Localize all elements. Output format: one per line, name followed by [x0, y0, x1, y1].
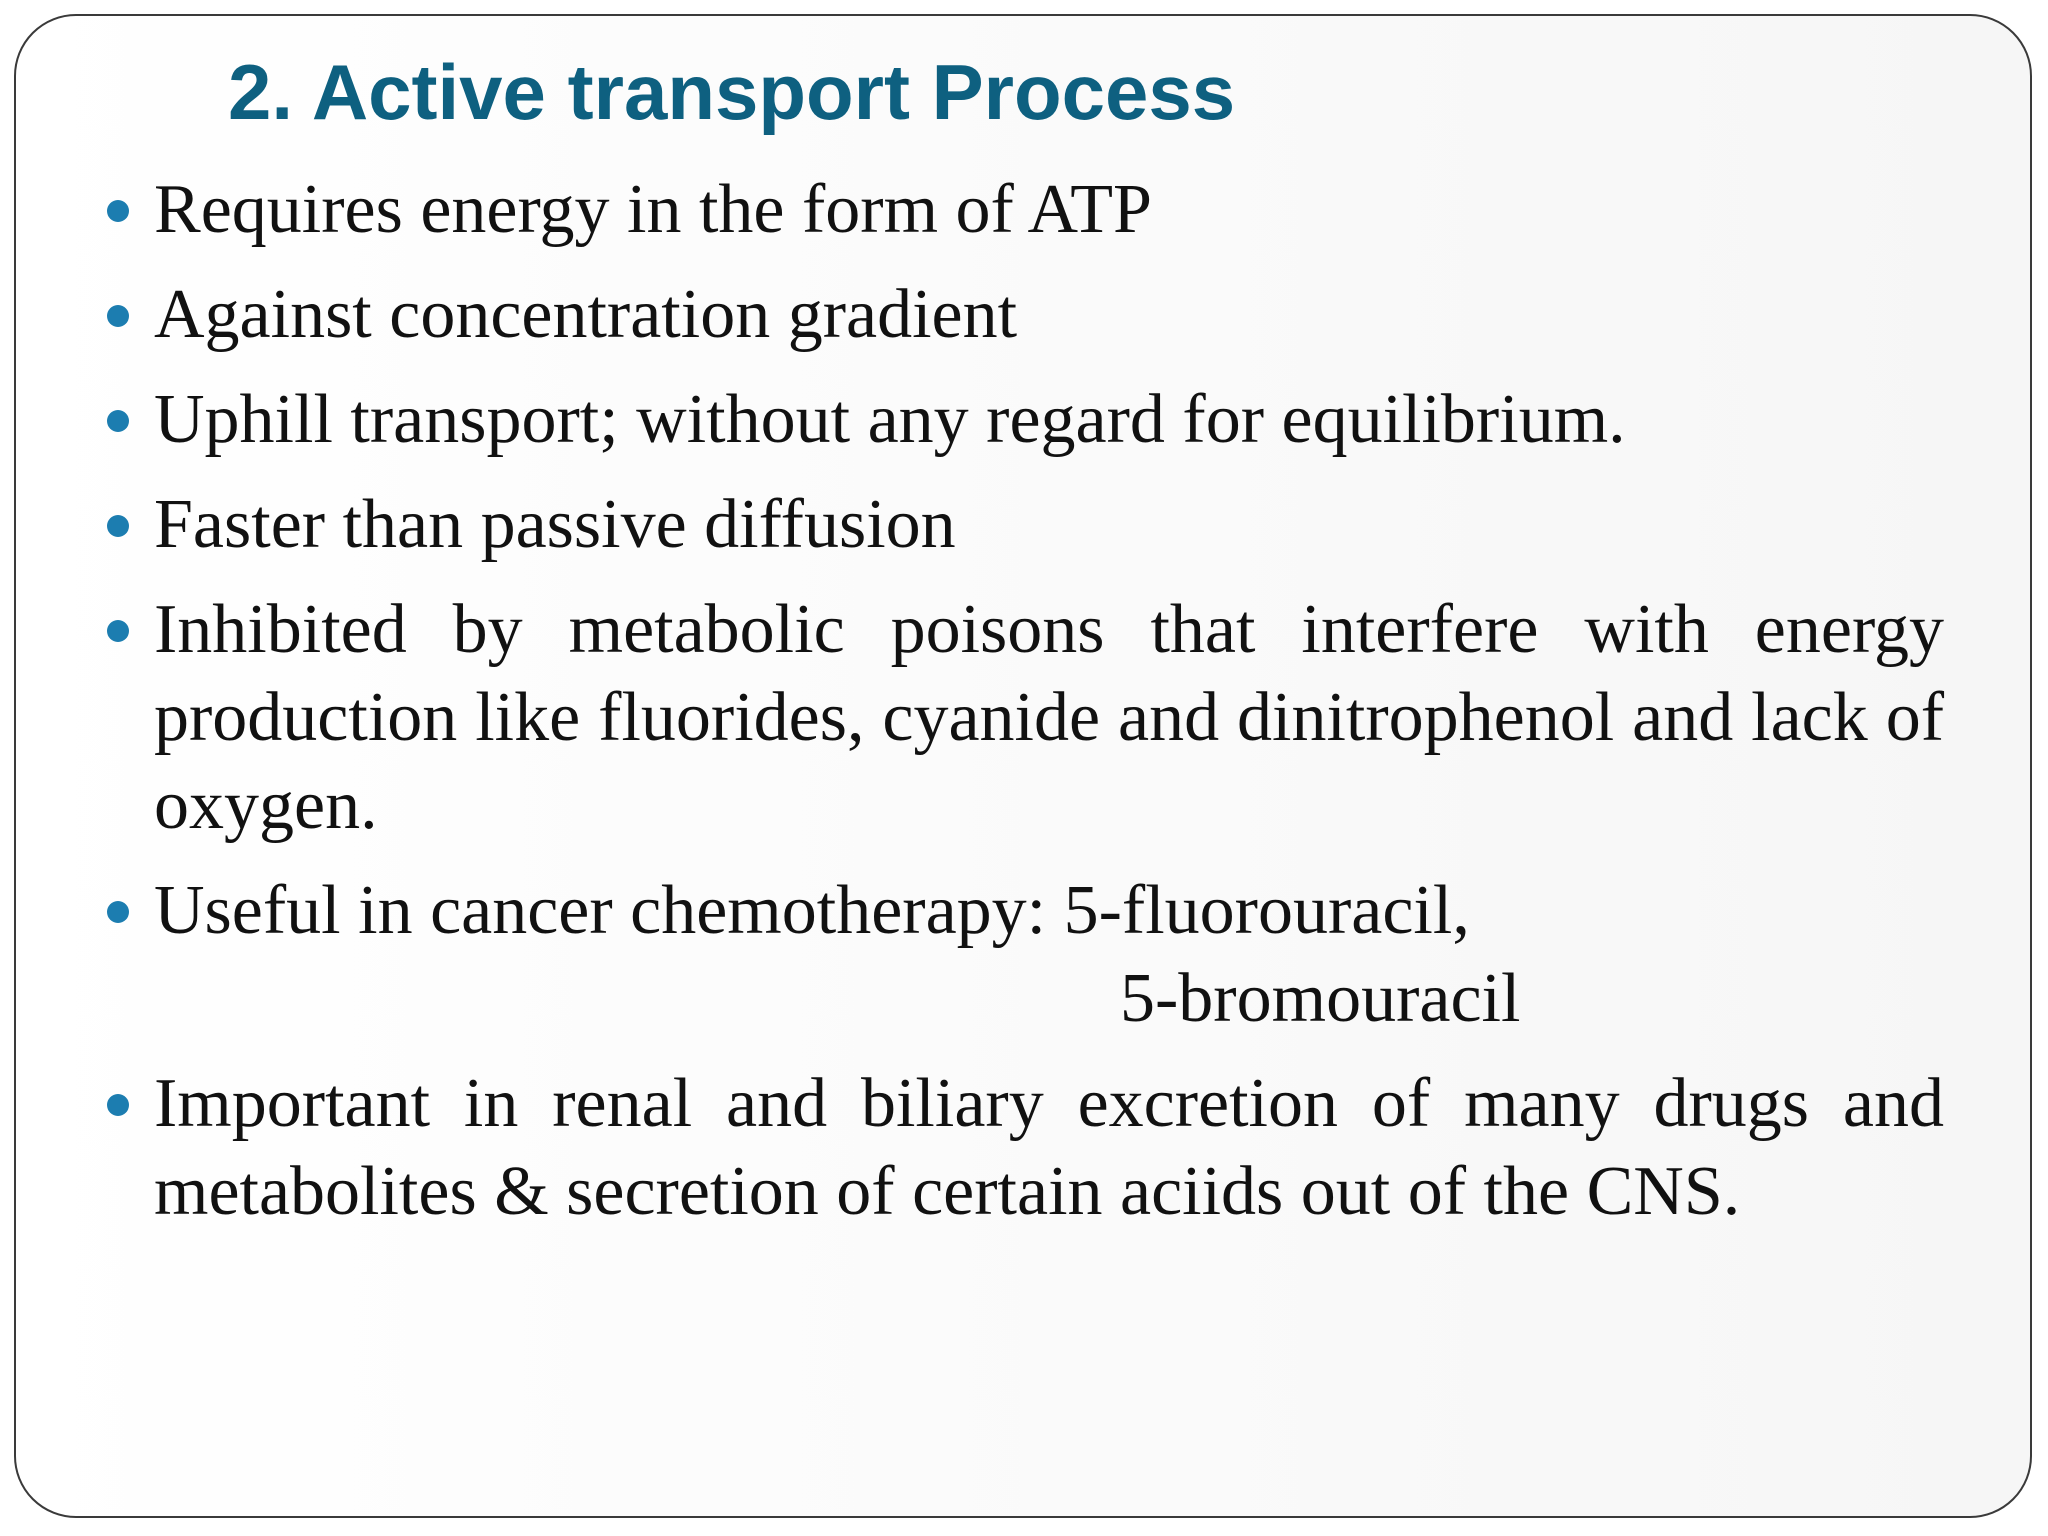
bullet-item	[154, 376, 1944, 464]
slide-title: 2. Active transport Process	[228, 48, 1236, 136]
bullet-item	[154, 166, 1944, 254]
bullet-dot-icon	[107, 200, 129, 222]
bullet-text: Uphill transport; without any regard for equilibrium.	[154, 381, 1626, 458]
bullet-dot-icon	[107, 901, 129, 923]
bullet-text: Inhibited by metabolic poisons that interfere with energy production like fluorides, cyanide and dinitrophenol and lack of oxygen.	[154, 591, 1944, 844]
bullet-dot-icon	[107, 305, 129, 327]
bullet-text-continuation: 5-bromouracil	[1120, 960, 1521, 1037]
bullet-text: Important in renal and biliary excretion of many drugs and metabolites & secretion of certain aciids out of the CNS.	[154, 1065, 1944, 1230]
bullet-text: Requires energy in the form of ATP	[154, 171, 1152, 248]
bullet-item	[154, 1060, 1944, 1236]
bullet-dot-icon	[107, 410, 129, 432]
bullet-item	[154, 271, 1944, 359]
slide	[14, 14, 2032, 1518]
bullet-dot-icon	[107, 515, 129, 537]
bullet-item	[154, 867, 1944, 1043]
bullet-item	[154, 586, 1944, 850]
bullet-dot-icon	[107, 1094, 129, 1116]
bullet-text: Faster than passive diffusion	[154, 486, 956, 563]
bullet-text: Against concentration gradient	[154, 276, 1018, 353]
bullet-list	[154, 166, 1944, 1253]
bullet-item	[154, 481, 1944, 569]
bullet-dot-icon	[107, 620, 129, 642]
bullet-text: Useful in cancer chemotherapy: 5-fluorouracil,	[154, 872, 1470, 949]
